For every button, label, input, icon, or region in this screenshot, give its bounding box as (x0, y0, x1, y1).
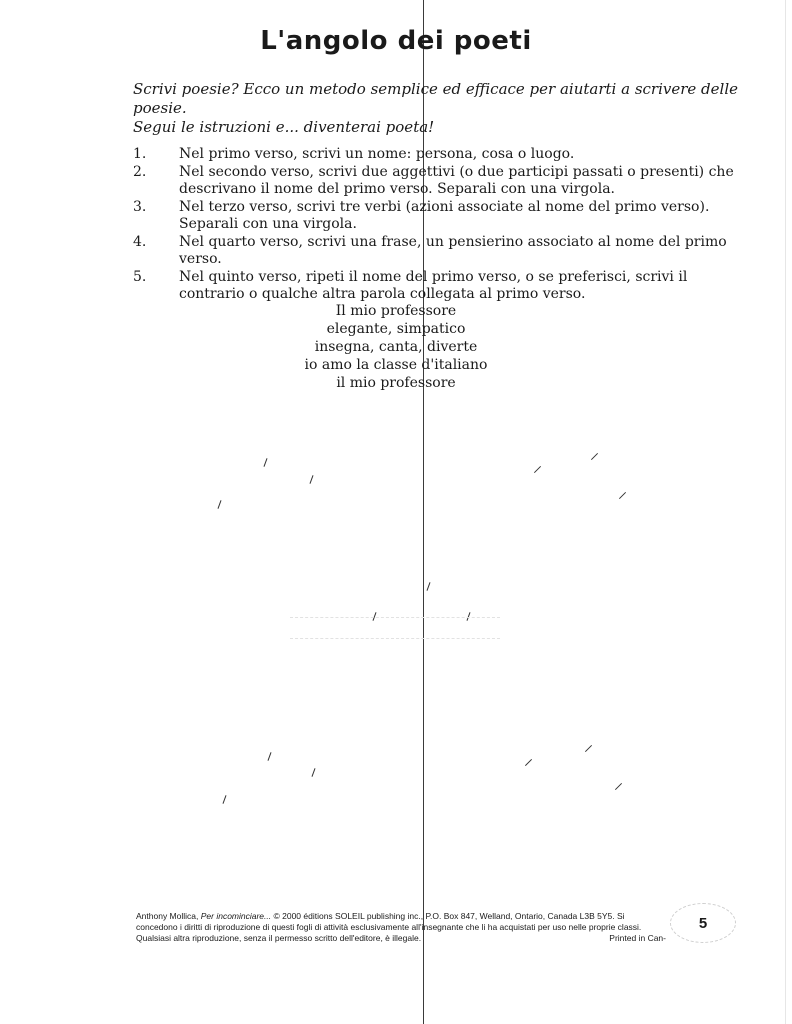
instruction-item (133, 269, 743, 303)
page-number: 5 (670, 903, 736, 943)
instruction-text: Nel quinto verso, ripeti il nome del primo verso, o se preferisci, scrivi il contrario o qualche altra parola collegata al primo verso. (179, 269, 688, 302)
guide-mark (267, 752, 271, 761)
example-poem (0, 302, 792, 392)
instruction-number: 1. (133, 146, 147, 162)
footer-line-2: concedono i diritti di riproduzione di questi fogli di attività esclusivamente all'insegnante che li ha acquistati per uso nelle proprie classi. (136, 922, 642, 932)
guide-mark (525, 759, 532, 766)
footer-line-1 (136, 911, 666, 922)
instruction-number: 4. (133, 234, 147, 250)
guide-mark (263, 458, 267, 467)
guide-mark (217, 500, 221, 509)
poem-line: insegna, canta, diverte (314, 339, 478, 355)
footer-legal: Qualsiasi altra riproduzione, senza il permesso scritto dell'editore, è illegale. (136, 933, 422, 943)
poem-line: elegante, simpatico (326, 321, 466, 337)
guide-mark (585, 745, 592, 752)
instruction-text: Nel secondo verso, scrivi due aggettivi (o due participi passati o presenti) che descrivano il nome del primo verso. Separali con una virgola. (179, 164, 734, 197)
guide-line (290, 617, 500, 619)
guide-mark (591, 453, 598, 460)
instruction-text: Nel quarto verso, scrivi una frase, un pensierino associato al nome del primo verso. (179, 234, 727, 267)
intro-line-1: Scrivi poesie? Ecco un metodo semplice ed efficace per aiutarti a scrivere delle poesie. (133, 80, 739, 117)
instruction-item (133, 146, 743, 163)
instruction-text: Nel primo verso, scrivi un nome: persona, cosa o luogo. (179, 146, 575, 162)
instruction-item (133, 234, 743, 268)
instruction-item (133, 199, 743, 233)
guide-mark (619, 492, 626, 499)
instruction-number: 2. (133, 164, 147, 180)
instruction-item (133, 164, 743, 198)
poem-line: Il mio professore (335, 303, 457, 319)
instruction-list (133, 146, 743, 304)
footer-author: Anthony Mollica, (136, 911, 201, 921)
copyright-footer (136, 911, 666, 944)
footer-book-title: Per incominciare... (200, 911, 272, 921)
page-edge-line (785, 0, 786, 1024)
footer-line-3 (136, 933, 666, 944)
page-title: L'angolo dei poeti (260, 26, 532, 56)
guide-mark (222, 795, 226, 804)
instruction-text: Nel terzo verso, scrivi tre verbi (azioni associate al nome del primo verso). Separali con una virgola. (179, 199, 710, 232)
guide-line (290, 638, 500, 640)
intro-line-2: Segui le istruzioni e... diventerai poeta! (133, 118, 435, 136)
guide-mark (426, 582, 430, 591)
poem-line: il mio professore (336, 375, 456, 391)
guide-mark (534, 466, 541, 473)
poem-line: io amo la classe d'italiano (304, 357, 488, 373)
guide-mark (615, 783, 622, 790)
footer-copyright: © 2000 éditions SOLEIL publishing inc., P.O. Box 847, Welland, Ontario, Canada L3B 5Y5. Si (271, 911, 625, 921)
footer-printed: Printed in Can- (609, 933, 666, 943)
guide-mark (311, 768, 315, 777)
intro-text (133, 80, 753, 137)
instruction-number: 5. (133, 269, 147, 285)
instruction-number: 3. (133, 199, 147, 215)
guide-mark (309, 475, 313, 484)
